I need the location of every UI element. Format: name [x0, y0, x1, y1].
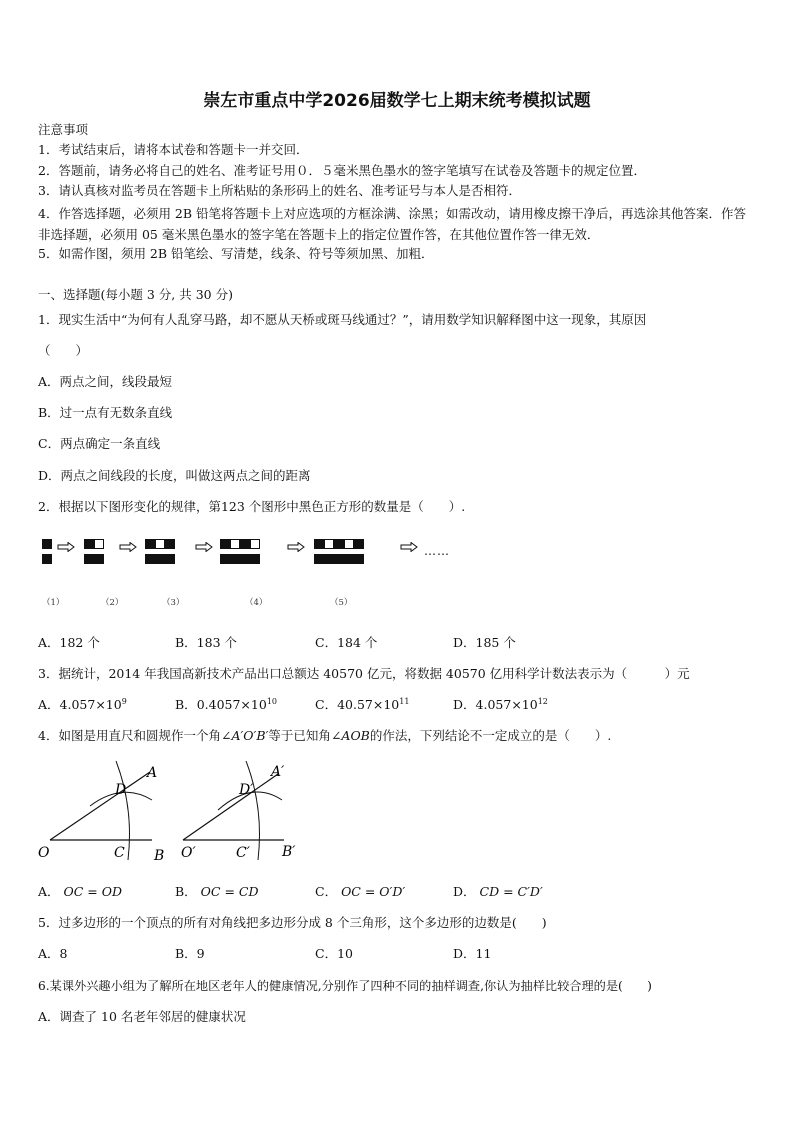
q4-option-a: A． OC = OD	[38, 884, 123, 899]
black-square	[240, 539, 250, 549]
arrow-right-icon	[287, 542, 305, 552]
label-o: O	[38, 845, 50, 861]
q2-figure-label-5: （5）	[330, 598, 353, 608]
q4-compass-construction-figure	[30, 758, 320, 868]
arrow-right-icon	[400, 542, 418, 552]
q2-option-a: A．182 个	[38, 635, 100, 650]
q1-option-c: C．两点确定一条直线	[38, 436, 161, 451]
white-square	[344, 539, 354, 549]
q2-stem: 2．根据以下图形变化的规律，第123 个图形中黑色正方形的数量是（ ）.	[38, 499, 466, 514]
q1-option-a: A．两点之间，线段最短	[38, 374, 173, 389]
q5-stem: 5．过多边形的一个顶点的所有对角线把多边形分成 8 个三角形，这个多边形的边数是( )	[38, 915, 547, 930]
q3-stem: 3．据统计，2014 年我国高新技术产品出口总额达 40570 亿元，将数据 40570 亿用科学计数法表示为（ ）元	[38, 666, 690, 681]
black-square	[334, 539, 344, 549]
black-square	[145, 554, 155, 564]
q5-option-a: A．8	[38, 946, 68, 961]
q1-option-b: B．过一点有无数条直线	[38, 405, 173, 420]
black-square	[314, 539, 324, 549]
note-item-2: 2．答题前，请务必将自己的姓名、准考证号用０．５毫米黑色墨水的签字笔填写在试卷及答题卡的规定位置．	[38, 163, 646, 178]
q6-option-a: A．调查了 10 名老年邻居的健康状况	[38, 1009, 246, 1024]
label-b: B	[154, 848, 165, 864]
arrow-right-icon	[57, 542, 75, 552]
q2-option-c: C．184 个	[315, 635, 378, 650]
black-square	[334, 554, 344, 564]
black-square	[94, 554, 104, 564]
q3-option-a: A．$4.057\times 10^9$	[38, 697, 127, 712]
q2-option-d: D．185 个	[453, 635, 516, 650]
black-square	[354, 539, 364, 549]
q4-stem: 4．如图是用直尺和圆规作一个角∠A′O′B′等于已知角∠AOB的作法，下列结论不一定成立的是（ ）.	[38, 728, 612, 743]
label-d: D	[115, 782, 127, 798]
note-item-3: 3．请认真核对监考员在答题卡上所粘贴的条形码上的姓名、准考证号与本人是否相符．	[38, 183, 521, 198]
black-square	[324, 554, 334, 564]
q1-option-d: D．两点之间线段的长度，叫做这两点之间的距离	[38, 468, 311, 483]
label-o-prime: O′	[181, 845, 196, 861]
black-square	[240, 554, 250, 564]
q2-figure-label-3: （3）	[162, 598, 185, 608]
black-square	[165, 554, 175, 564]
white-square	[250, 539, 260, 549]
q5-option-d: D．11	[453, 946, 492, 961]
label-a: A	[147, 765, 158, 781]
black-square	[42, 554, 52, 564]
q2-figure-label-4: （4）	[245, 598, 268, 608]
q5-option-b: B．9	[175, 946, 205, 961]
q6-stem: 6.某课外兴趣小组为了解所在地区老年人的健康情况,分别作了四种不同的抽样调查,你认为抽样比较合理的是( )	[38, 979, 652, 993]
black-square	[314, 554, 324, 564]
label-d-prime: D′	[239, 782, 254, 798]
white-square	[155, 539, 165, 549]
q1-paren: （ ）	[38, 343, 89, 358]
black-square	[220, 539, 230, 549]
arrow-right-icon	[119, 542, 137, 552]
black-square	[230, 554, 240, 564]
q1-stem: 1．现实生活中“为何有人乱穿马路，却不愿从天桥或斑马线通过？”，请用数学知识解释图中这一现象，其原因	[38, 312, 647, 327]
black-square	[145, 539, 155, 549]
q3-option-c: C．$40.57\times 10^{11}$	[315, 697, 410, 712]
section-heading: 一、选择题(每小题 3 分, 共 30 分)	[38, 287, 233, 302]
arrow-right-icon	[195, 542, 213, 552]
black-square	[220, 554, 230, 564]
page-title: 崇左市重点中学2026届数学七上期末统考模拟试题	[203, 91, 591, 111]
note-item-5: 5．如需作图，须用 2B 铅笔绘、写清楚，线条、符号等须加黑、加粗．	[38, 246, 434, 261]
label-c: C	[114, 845, 125, 861]
q4-option-d: D． CD = C′D′	[453, 884, 543, 899]
label-b-prime: B′	[282, 844, 296, 860]
black-square	[354, 554, 364, 564]
black-square	[344, 554, 354, 564]
black-square	[84, 539, 94, 549]
q3-option-d: D．$4.057\times 10^{12}$	[453, 697, 548, 712]
notes-heading: 注意事项	[38, 122, 89, 137]
note-item-1: 1．考试结束后，请将本试卷和答题卡一并交回．	[38, 142, 309, 157]
q4-option-b: B． OC = CD	[175, 884, 259, 899]
label-c-prime: C′	[236, 845, 250, 861]
black-square	[155, 554, 165, 564]
black-square	[250, 554, 260, 564]
q2-option-b: B．183 个	[175, 635, 238, 650]
black-square	[165, 539, 175, 549]
q4-option-c: C． OC = O′D′	[315, 884, 406, 899]
white-square	[94, 539, 104, 549]
label-a-prime: A′	[271, 764, 285, 780]
black-square	[84, 554, 94, 564]
note-item-4: 4．作答选择题，必须用 2B 铅笔将答题卡上对应选项的方框涂满、涂黑；如需改动，请用橡皮擦干净后，再选涂其他答案．作答非选择题，必须用 05 毫米黑色墨水的签字笔在答题卡上的指定位置作答，在其他位置作答一律无效．	[38, 206, 747, 242]
ellipsis: ……	[424, 544, 450, 558]
q5-option-c: C．10	[315, 946, 353, 961]
q3-option-b: B．$0.4057\times 10^{10}$	[175, 697, 277, 712]
white-square	[230, 539, 240, 549]
white-square	[324, 539, 334, 549]
q2-figure-label-1: （1）	[42, 598, 65, 608]
q2-figure-label-2: （2）	[101, 598, 124, 608]
black-square	[42, 539, 52, 549]
